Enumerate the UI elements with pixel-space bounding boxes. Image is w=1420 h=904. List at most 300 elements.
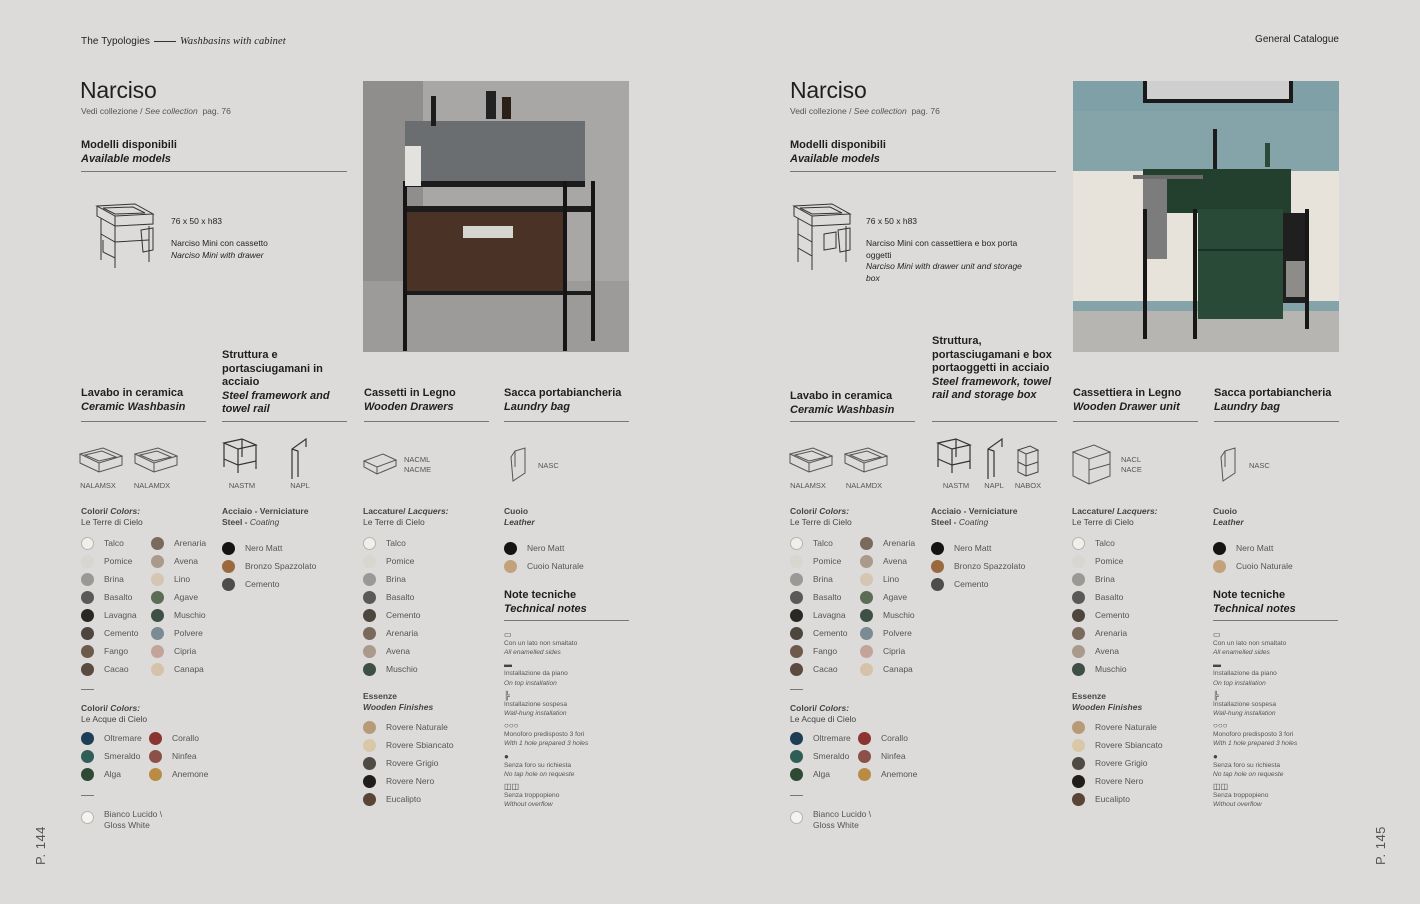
heading-it: Struttura e portasciugamani in acciaio: [222, 349, 323, 388]
note-text-it: Installazione da piano: [1213, 670, 1277, 678]
color-swatch: [81, 645, 94, 658]
steel-frame-icon: [936, 437, 972, 475]
drawer-unit-icon: [1072, 444, 1112, 486]
color-swatch: [860, 573, 873, 586]
swatch-list: [363, 534, 421, 678]
heading-en: Laundry bag: [504, 400, 571, 413]
heading-en: Laundry bag: [1214, 400, 1281, 413]
divider: [364, 421, 489, 422]
color-name: Basalto: [1095, 592, 1124, 602]
color-swatch: [81, 732, 94, 745]
available-models-heading: [790, 139, 886, 166]
color-swatch: [504, 542, 517, 555]
color-name: Lino: [883, 574, 900, 584]
label-it: Colori/: [790, 506, 820, 516]
color-swatch: [790, 591, 803, 604]
group-name: Le Acque di Cielo: [790, 714, 857, 724]
color-swatch: [151, 627, 164, 640]
color-swatch-item: [931, 557, 1025, 575]
color-name: Basalto: [104, 592, 133, 602]
color-name: Cemento: [104, 628, 139, 638]
note-text-en: Wall-hung installation: [504, 710, 567, 718]
color-swatch-item: [860, 660, 915, 678]
technical-note-icon: ◫◫: [504, 782, 520, 792]
color-swatch-item: [363, 754, 454, 772]
see-collection: [790, 106, 940, 116]
see-collection-it: Vedi collezione /: [81, 106, 145, 116]
technical-note-icon: ◫◫: [1213, 782, 1229, 792]
color-name: Arenaria: [386, 628, 419, 638]
heading-it: Modelli disponibili: [790, 139, 886, 151]
storage-box-icon: [1016, 444, 1040, 478]
color-swatch-item: [81, 588, 139, 606]
technical-notes-heading: [504, 589, 629, 616]
washbasin-right-icon: [134, 446, 178, 474]
model-description: [171, 238, 331, 261]
color-name: Oltremare: [813, 733, 851, 743]
gloss-white-swatch: [790, 809, 900, 831]
color-swatch: [790, 537, 803, 550]
technical-note-icon: ●: [1213, 751, 1218, 761]
color-swatch: [1072, 775, 1085, 788]
color-swatch-item: [860, 534, 915, 552]
heading-wooden-drawer-unit: [1073, 387, 1198, 414]
color-swatch-item: [1072, 624, 1130, 642]
color-swatch: [363, 775, 376, 788]
label-en: Wooden Finishes: [1072, 702, 1143, 712]
color-name: Pomice: [813, 556, 842, 566]
color-name: Agave: [174, 592, 199, 602]
color-name: Avena: [174, 556, 198, 566]
color-name: Cemento: [386, 610, 421, 620]
color-swatch-item: [363, 642, 421, 660]
technical-notes-heading: [1213, 589, 1338, 616]
color-swatch: [858, 768, 871, 781]
product-photo-green: [1073, 81, 1339, 352]
note-text-it: Monoforo predisposto 3 fori: [1213, 731, 1294, 739]
technical-note-icon: ●: [504, 751, 509, 761]
color-swatch: [149, 732, 162, 745]
color-name: Cipria: [174, 646, 197, 656]
color-swatch-item: [151, 624, 206, 642]
technical-note: [1213, 721, 1333, 748]
label-en-coating: Coating: [958, 517, 989, 527]
color-swatch-item: [504, 539, 584, 557]
color-swatch: [81, 609, 94, 622]
label-en: Colors:: [819, 506, 850, 516]
swatch-list: [860, 534, 915, 678]
color-swatch: [151, 537, 164, 550]
color-swatch-item: [81, 765, 142, 783]
technical-note-icon: ╠: [504, 690, 510, 700]
color-swatch-item: [222, 539, 316, 557]
color-swatch-item: [363, 772, 454, 790]
divider: [504, 421, 629, 422]
product-photo-grey: [363, 81, 629, 352]
see-collection-en: See collection: [853, 106, 907, 116]
divider: [81, 421, 206, 422]
divider: [81, 795, 94, 796]
note-text-en: On top installation: [504, 679, 557, 687]
label-it: Laccature/: [1072, 506, 1117, 516]
color-name: Brina: [104, 574, 124, 584]
color-name: Talco: [813, 538, 833, 548]
technical-note: [504, 630, 624, 657]
heading-ceramic-washbasin: [81, 387, 206, 414]
code-label: NALAMSX: [790, 481, 826, 490]
code-label: NASC: [538, 461, 559, 470]
color-swatch: [363, 591, 376, 604]
color-swatch-item: [222, 575, 316, 593]
label-en: Colors:: [110, 703, 141, 713]
label-it: Colori/: [790, 703, 820, 713]
label-it: Colori/: [81, 506, 111, 516]
label-it: Essenze: [363, 691, 398, 701]
note-text-en: No tap hole on requeste: [504, 770, 575, 778]
swatch-list: [858, 729, 917, 783]
color-swatch: [363, 663, 376, 676]
color-swatch-item: [149, 729, 208, 747]
color-name: Fango: [813, 646, 838, 656]
color-swatch: [151, 663, 164, 676]
gloss-white-swatch: [81, 809, 191, 831]
color-swatch-item: [81, 747, 142, 765]
color-swatch-item: [858, 765, 917, 783]
note-text-it: Con un lato non smaltato: [504, 640, 578, 647]
color-swatch-item: [363, 790, 454, 808]
note-text-en: All enamelled sides: [504, 649, 561, 657]
see-collection-page: pag. 76: [202, 106, 231, 116]
color-swatch: [858, 750, 871, 763]
color-name: Eucalipto: [1095, 794, 1130, 804]
color-swatch-item: [81, 624, 139, 642]
color-swatch-item: [860, 606, 915, 624]
swatch-list: [1072, 718, 1163, 808]
label-en: Steel -: [222, 517, 250, 527]
color-swatch: [790, 732, 803, 745]
color-swatch: [1072, 645, 1085, 658]
note-text-en: Without overflow: [1213, 801, 1262, 809]
technical-note-icon: ○○○: [504, 721, 519, 731]
color-swatch-item: [151, 660, 206, 678]
color-swatch-item: [151, 570, 206, 588]
color-swatch: [151, 573, 164, 586]
color-swatch: [149, 768, 162, 781]
color-swatch: [81, 768, 94, 781]
color-swatch: [1072, 537, 1085, 550]
label-it: Colori/: [81, 703, 111, 713]
color-name: Nero Matt: [527, 543, 565, 553]
label-en: Steel -: [931, 517, 959, 527]
color-swatch-item: [363, 660, 421, 678]
color-swatch-item: [1213, 539, 1293, 557]
color-name: Pomice: [1095, 556, 1124, 566]
color-swatch: [81, 663, 94, 676]
color-swatch-item: [81, 606, 139, 624]
group-name: Le Terre di Cielo: [363, 517, 425, 527]
label-it: Cuoio: [504, 506, 529, 516]
color-swatch-item: [1072, 754, 1163, 772]
color-swatch: [790, 555, 803, 568]
color-swatch: [149, 750, 162, 763]
divider: [504, 620, 629, 621]
color-swatch: [363, 537, 376, 550]
color-name: Muschio: [883, 610, 915, 620]
color-name: Pomice: [104, 556, 133, 566]
color-name: Corallo: [881, 733, 908, 743]
code-label: NASTM: [228, 481, 256, 490]
color-swatch-item: [363, 552, 421, 570]
color-name: Agave: [883, 592, 908, 602]
color-swatch-item: [790, 534, 848, 552]
color-swatch: [363, 627, 376, 640]
group-name: Le Terre di Cielo: [1072, 517, 1134, 527]
color-name: Cipria: [883, 646, 906, 656]
gloss-name: Bianco Lucido \ Gloss White: [813, 809, 872, 830]
color-swatch: [363, 757, 376, 770]
note-text-en: With 1 hole prepared 3 holes: [1213, 740, 1298, 748]
color-name: Rovere Naturale: [386, 722, 448, 732]
model-dimensions: 76 x 50 x h83: [866, 216, 918, 226]
swatch-list: [149, 729, 208, 783]
divider: [81, 171, 347, 172]
heading-steel-framework: [222, 349, 347, 417]
note-text-en: With 1 hole prepared 3 holes: [504, 740, 589, 748]
color-name: Brina: [1095, 574, 1115, 584]
color-swatch-item: [81, 534, 139, 552]
color-name: Arenaria: [883, 538, 916, 548]
breadcrumb-section: The Typologies: [81, 36, 151, 47]
color-swatch-item: [790, 747, 851, 765]
color-swatch-item: [363, 718, 454, 736]
color-swatch-item: [1072, 534, 1130, 552]
terre-colors-label: [790, 506, 852, 528]
color-swatch-item: [790, 660, 848, 678]
technical-note: [1213, 630, 1333, 657]
color-swatch-item: [790, 624, 848, 642]
swatch-list: [790, 534, 848, 678]
color-name: Basalto: [386, 592, 415, 602]
see-collection-it: Vedi collezione /: [790, 106, 854, 116]
essence-label: [1072, 691, 1142, 713]
color-swatch: [151, 555, 164, 568]
divider: [1073, 421, 1198, 422]
note-text-it: Installazione sospesa: [1213, 700, 1277, 708]
towel-rail-icon: [288, 437, 310, 481]
color-name: Basalto: [813, 592, 842, 602]
color-swatch-item: [151, 588, 206, 606]
color-swatch-item: [860, 588, 915, 606]
heading-it: Lavabo in ceramica: [81, 387, 184, 399]
color-name: Eucalipto: [386, 794, 421, 804]
label-it: Acciaio - Verniciature: [222, 506, 309, 516]
divider: [222, 421, 347, 422]
color-name: Cuoio Naturale: [1236, 561, 1293, 571]
steel-label: [222, 506, 308, 528]
model-name-it: Narciso Mini con cassettiera e box porta oggetti: [866, 238, 1018, 260]
color-name: Lavagna: [104, 610, 137, 620]
heading-en: Steel framework, towel rail and storage box: [932, 375, 1052, 401]
heading-en: Wooden Drawers: [364, 400, 454, 413]
terre-colors-label: [81, 506, 143, 528]
swatch-list: [1213, 539, 1293, 575]
color-swatch-item: [363, 606, 421, 624]
technical-note-icon: ○○○: [1213, 721, 1228, 731]
color-name: Rovere Sbiancato: [386, 740, 454, 750]
color-swatch: [860, 663, 873, 676]
color-swatch-item: [790, 606, 848, 624]
color-swatch: [860, 537, 873, 550]
steel-frame-icon: [222, 437, 258, 475]
label-en: Lacquers:: [407, 506, 449, 516]
heading-en: Wooden Drawer unit: [1073, 400, 1180, 413]
color-name: Cacao: [104, 664, 129, 674]
color-name: Smeraldo: [104, 751, 141, 761]
color-name: Cuoio Naturale: [527, 561, 584, 571]
color-swatch-item: [1072, 588, 1130, 606]
note-text-it: Senza foro su richiesta: [1213, 761, 1281, 769]
label-en: Colors:: [819, 703, 850, 713]
note-text-it: Senza troppopieno: [504, 792, 560, 800]
technical-note-icon: ╠: [1213, 690, 1219, 700]
washbasin-right-icon: [844, 446, 888, 474]
color-name: Anemone: [881, 769, 918, 779]
group-name: Le Terre di Cielo: [81, 517, 143, 527]
color-name: Avena: [883, 556, 907, 566]
swatch-list: [931, 539, 1025, 593]
swatch-list: [790, 729, 851, 783]
divider: [932, 421, 1057, 422]
color-swatch: [222, 560, 235, 573]
heading-en: Technical notes: [1213, 602, 1296, 615]
heading-it: Note tecniche: [504, 589, 577, 601]
note-text-en: Wall-hung installation: [1213, 710, 1276, 718]
divider: [790, 421, 915, 422]
color-swatch-item: [1072, 736, 1163, 754]
heading-en: Technical notes: [504, 602, 587, 615]
color-swatch: [860, 555, 873, 568]
technical-notes-list: [1213, 630, 1333, 812]
essence-label: [363, 691, 433, 713]
heading-it: Struttura, portasciugamani e box portaoggetti in acciaio: [932, 335, 1052, 374]
color-swatch: [151, 591, 164, 604]
color-name: Bronzo Spazzolato: [245, 561, 317, 571]
heading-laundry-bag: [1214, 387, 1339, 414]
color-name: Polvere: [883, 628, 912, 638]
code-label: NABOX: [1014, 481, 1042, 490]
heading-en: Ceramic Washbasin: [81, 400, 186, 413]
technical-note-icon: ▭: [504, 630, 512, 639]
note-text-it: Monoforo predisposto 3 fori: [504, 731, 585, 739]
technical-note: [1213, 691, 1333, 718]
color-name: Talco: [386, 538, 406, 548]
laundry-bag-icon: [1219, 447, 1239, 483]
color-swatch-item: [151, 552, 206, 570]
color-name: Pomice: [386, 556, 415, 566]
color-swatch-item: [858, 747, 917, 765]
swatch-list: [81, 534, 139, 678]
color-name: Brina: [813, 574, 833, 584]
color-swatch: [931, 542, 944, 555]
color-swatch: [81, 537, 94, 550]
color-swatch-item: [363, 624, 421, 642]
divider: [790, 795, 803, 796]
lacquer-label: [1072, 506, 1158, 528]
color-name: Anemone: [172, 769, 209, 779]
color-name: Rovere Nero: [386, 776, 435, 786]
swatch-list: [1072, 534, 1130, 678]
color-swatch: [790, 609, 803, 622]
color-swatch: [860, 645, 873, 658]
color-swatch: [1072, 573, 1085, 586]
color-name: Smeraldo: [813, 751, 850, 761]
color-swatch: [858, 732, 871, 745]
label-en-coating: Coating: [249, 517, 280, 527]
color-swatch-item: [1072, 642, 1130, 660]
breadcrumb-divider: [154, 41, 176, 42]
color-name: Muschio: [386, 664, 418, 674]
color-swatch: [151, 645, 164, 658]
color-swatch: [81, 573, 94, 586]
color-swatch: [790, 645, 803, 658]
color-name: Brina: [386, 574, 406, 584]
heading-it: Lavabo in ceramica: [790, 390, 893, 402]
color-name: Rovere Grigio: [386, 758, 439, 768]
color-swatch-item: [1072, 718, 1163, 736]
color-swatch: [81, 555, 94, 568]
label-en: Lacquers:: [1116, 506, 1158, 516]
note-text-it: Senza foro su richiesta: [504, 761, 572, 769]
color-name: Ninfea: [172, 751, 197, 761]
model-name-en: Narciso Mini with drawer unit and storage box: [866, 261, 1022, 283]
color-swatch-item: [1072, 570, 1130, 588]
color-swatch-item: [860, 642, 915, 660]
technical-note: [504, 691, 624, 718]
color-swatch-item: [860, 624, 915, 642]
color-swatch-item: [151, 642, 206, 660]
code-label: NALAMDX: [133, 481, 171, 490]
swatch-list: [363, 718, 454, 808]
color-name: Talco: [104, 538, 124, 548]
specs-area-left: [81, 506, 641, 846]
color-swatch: [222, 542, 235, 555]
color-swatch: [363, 721, 376, 734]
color-name: Ninfea: [881, 751, 906, 761]
technical-note: [504, 660, 624, 687]
color-swatch: [363, 573, 376, 586]
note-text-it: Installazione da piano: [504, 670, 568, 678]
color-swatch-item: [363, 588, 421, 606]
color-name: Canapa: [174, 664, 204, 674]
color-swatch-item: [149, 765, 208, 783]
color-swatch: [363, 793, 376, 806]
model-name-en: Narciso Mini with drawer: [171, 249, 264, 260]
color-name: Avena: [1095, 646, 1119, 656]
steel-label: [931, 506, 1017, 528]
heading-wooden-drawers: [364, 387, 489, 414]
label-it: Laccature/: [363, 506, 408, 516]
color-name: Oltremare: [104, 733, 142, 743]
technical-note: [1213, 782, 1333, 809]
heading-it: Modelli disponibili: [81, 139, 177, 151]
color-swatch: [81, 627, 94, 640]
towel-rail-icon: [984, 437, 1006, 481]
color-swatch-item: [81, 570, 139, 588]
heading-en: Available models: [790, 152, 880, 165]
color-swatch: [1072, 591, 1085, 604]
code-label: NALAMSX: [80, 481, 116, 490]
acque-colors-label: [81, 703, 147, 725]
